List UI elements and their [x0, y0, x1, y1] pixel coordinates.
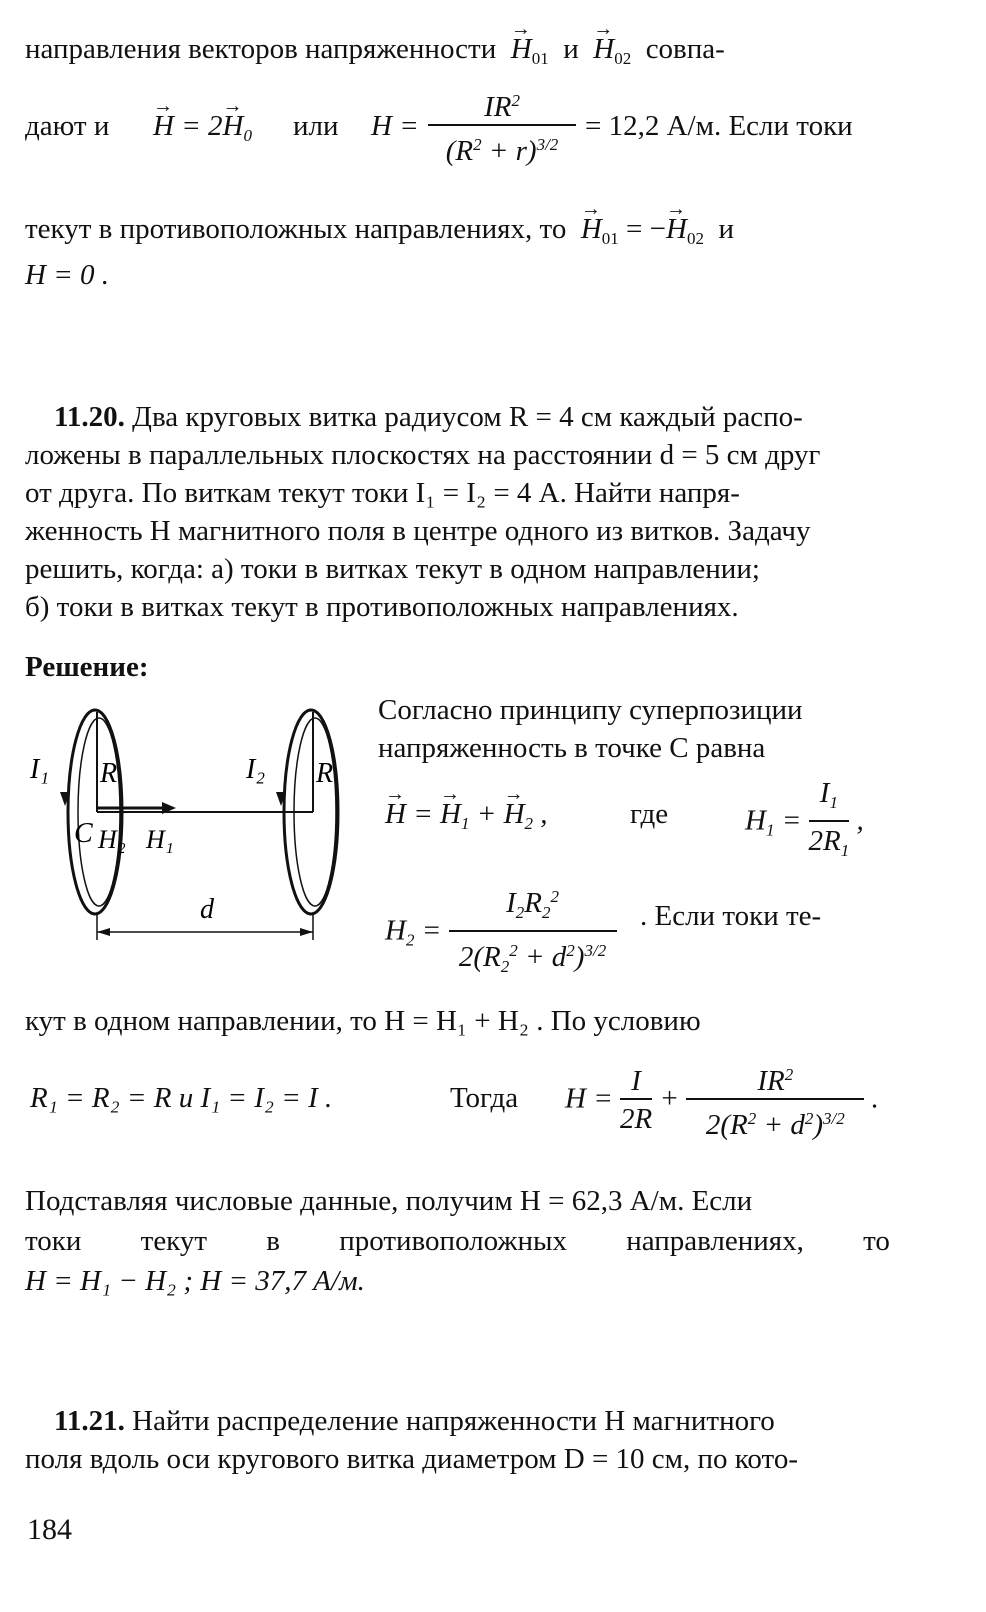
page-number: 184 [27, 1513, 72, 1546]
label-d: d [200, 894, 214, 925]
where-label: где [630, 798, 669, 830]
solution-p1-line1: Согласно принципу суперпозиции [378, 694, 803, 726]
problem-number: 11.21. [54, 1405, 125, 1437]
label-R-right: R [316, 758, 334, 789]
label-I1: I₁ [30, 754, 50, 785]
substitution-line-2: токи текут в противоположных направлениях, то [25, 1225, 890, 1257]
label-H2: H₂ [98, 825, 126, 854]
problem-11-21-line-2: поля вдоль оси кругового витка диаметром D = 10 см, по кото- [25, 1443, 798, 1475]
problem-11-20-line-1: 11.20. Два круговых витка радиусом R = 4 см каждый распо- [54, 401, 803, 433]
solution-heading: Решение: [25, 651, 149, 683]
label-I2: I₂ [246, 754, 266, 785]
superposition-formula: → H = → $H_1$ + → $H_2$ , [385, 796, 548, 842]
problem-11-20-line-4: женность H магнитного поля в центре одного из витков. Задачу [25, 515, 811, 547]
problem-11-20-line-5: решить, когда: а) токи в витках текут в одном направлении; [25, 553, 760, 585]
problem-11-20-line-6: б) токи в витках текут в противоположных направлениях. [25, 591, 739, 623]
label-C: C [74, 818, 93, 849]
label-H1: H₁ [146, 825, 174, 854]
substitution-line-3: H = H₁ − H₂ ; H = 37,7 А/м. [25, 1265, 365, 1297]
text-line-3: текут в противоположных направлениях, то → $H_{01}$ = −→ $H_{02}$ и [25, 210, 920, 258]
problem-11-20-line-2: ложены в параллельных плоскостях на расстоянии d = 5 см друг [25, 439, 821, 471]
h1-formula: $H_1$ = $\frac{I_1}{2R_1}$ , [745, 777, 864, 860]
substitution-line-1: Подставляя числовые данные, получим H = 62,3 А/м. Если [25, 1185, 753, 1217]
text-line-1: направления векторов напряженности → $H_{01}$ $и \to H_{02}$ совпа- [25, 30, 920, 78]
if-same-direction: . Если токи те- [640, 900, 822, 932]
then-label: Тогда [450, 1082, 519, 1114]
two-coils-figure [20, 700, 370, 950]
problem-number: 11.20. [54, 401, 125, 433]
problem-11-20-line-3: от друга. По виткам текут токи I₁ = I₂ = 4 А. Найти напря- [25, 477, 740, 509]
text-line-2-formula: дают и → $H = 2\to H_0$ или H = $\frac{IR^2}{(R^2 + r)^{3/2}}$ = 12,2 А/м. Если токи [25, 82, 920, 192]
solution-p1-line2: напряженность в точке C равна [378, 732, 766, 764]
label-R-left: R [100, 758, 118, 789]
solution-line-kut: кут в одном направлении, то H = H₁ + H₂ . По условию [25, 1005, 701, 1037]
h-total-formula: H = $\frac{I}{2R}$ + $\frac{IR^2}{2(R^2 + d^2)^{3/2}}$ . [565, 1058, 879, 1144]
problem-11-21-line-1: 11.21. Найти распределение напряженности H магнитного [54, 1405, 775, 1437]
h2-formula: $H_2$ = $\frac{I_2R_2^2}{2(R_2^2 + d^2)^{3/2}}$ [385, 880, 617, 986]
condition-text: R₁ = R₂ = R и I₁ = I₂ = I . [30, 1082, 333, 1114]
text-line-4: H = 0 . [25, 259, 110, 291]
